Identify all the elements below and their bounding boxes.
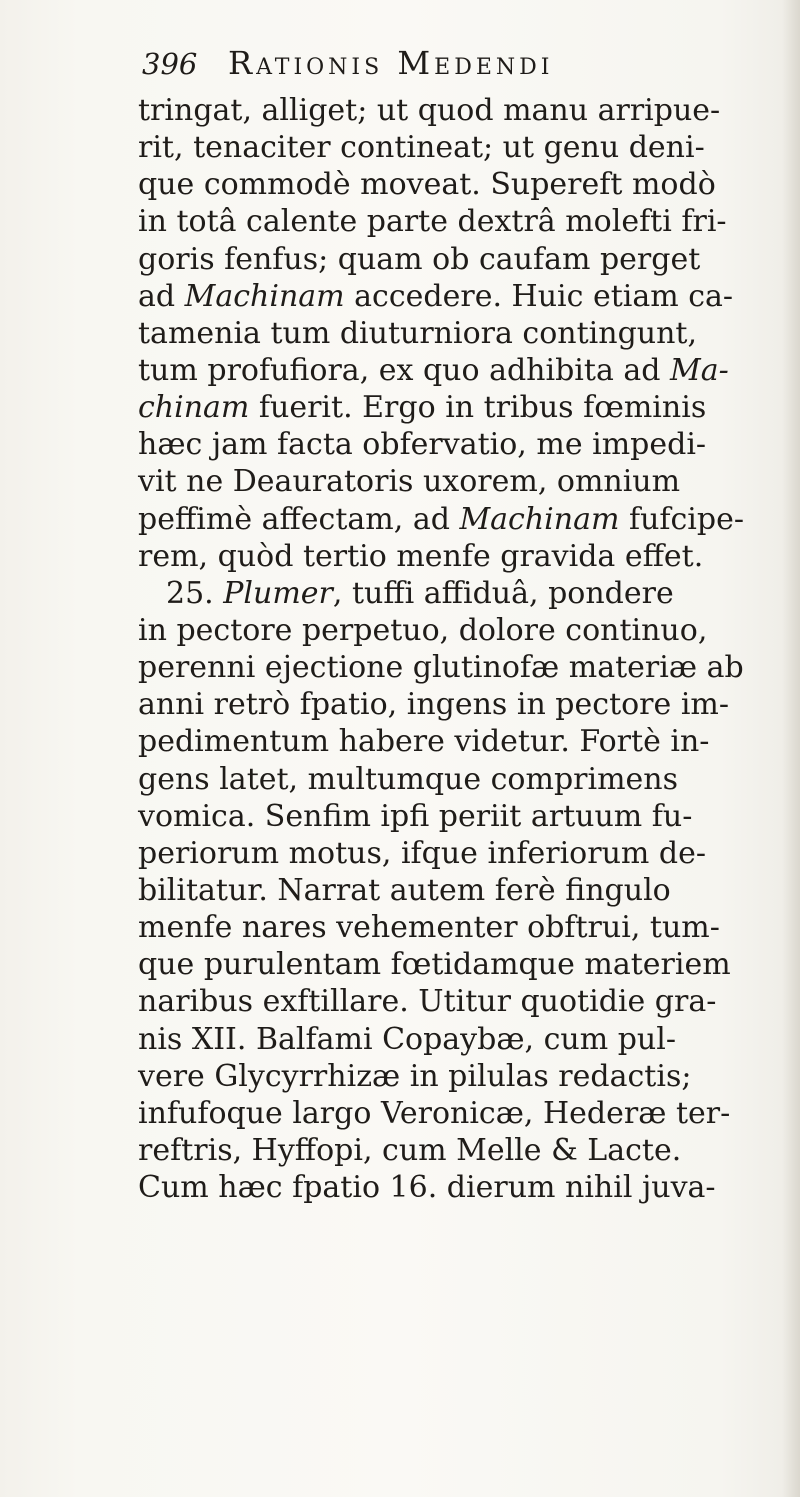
text-segment: vere Glycyrrhizæ in pilulas redactis;: [138, 1058, 692, 1094]
text-segment: goris fenfus; quam ob caufam perget: [138, 241, 701, 277]
text-segment: bilitatur. Narrat autem ferè fingulo: [138, 872, 671, 908]
text-segment: naribus exftillare. Utitur quotidie gra-: [138, 984, 717, 1020]
text-line: [138, 946, 788, 983]
text-segment: , tuffi affiduâ, pondere: [332, 575, 674, 611]
text-segment: fuerit. Ergo in tribus fœminis: [249, 390, 707, 426]
text-segment: tamenia tum diuturniora contingunt,: [138, 315, 698, 351]
text-segment: vit ne Deauratoris uxorem, omnium: [138, 464, 681, 500]
text-segment: Cum hæc fpatio 16. dierum nihil juva-: [138, 1170, 716, 1206]
text-line: [138, 92, 788, 129]
text-line: [138, 129, 788, 166]
text-line: [138, 1132, 788, 1169]
text-line: [138, 835, 788, 872]
text-segment: que purulentam fœtidamque materiem: [138, 947, 731, 983]
text-line: [138, 1021, 788, 1058]
text-line: [138, 761, 788, 798]
text-line: [138, 538, 788, 575]
text-line: [138, 983, 788, 1020]
text-segment: pedimentum habere videtur. Fortè in-: [138, 724, 710, 760]
page-number: 396: [142, 47, 198, 81]
text-line: [138, 426, 788, 463]
text-line: [138, 166, 788, 203]
text-segment: gens latet, multumque comprimens: [138, 761, 678, 797]
italic-term: chinam: [138, 390, 250, 426]
text-line: [138, 241, 788, 278]
page-edge-shadow: [782, 0, 800, 1497]
italic-term: Plumer: [223, 575, 333, 611]
page-header: [142, 44, 782, 88]
text-line: [138, 649, 788, 686]
text-line: [138, 909, 788, 946]
running-head: Rationis Medendi: [228, 44, 554, 82]
text-line: [138, 723, 788, 760]
text-segment: hæc jam facta obfervatio, me impedi-: [138, 427, 707, 463]
text-line: [138, 1095, 788, 1132]
text-line: [138, 389, 788, 426]
text-segment: 25.: [166, 575, 224, 611]
text-line: [138, 315, 788, 352]
italic-term: Machinam: [459, 501, 620, 537]
text-segment: menfe nares vehementer obftrui, tum-: [138, 910, 720, 946]
text-segment: fufcipe-: [619, 501, 744, 537]
text-segment: nis XII. Balfami Copaybæ, cum pul-: [138, 1021, 676, 1057]
text-segment: perenni ejectione glutinofæ materiæ ab: [138, 650, 744, 686]
text-line: [138, 612, 788, 649]
italic-term: Machinam: [184, 278, 345, 314]
text-line: [138, 1169, 788, 1206]
text-line: [138, 798, 788, 835]
text-segment: in pectore perpetuo, dolore continuo,: [138, 612, 708, 648]
text-line: [138, 1058, 788, 1095]
text-line: [138, 575, 788, 612]
text-segment: accedere. Huic etiam ca-: [344, 278, 734, 314]
text-segment: que commodè moveat. Supereft modò: [138, 167, 716, 203]
text-segment: infufoque largo Veronicæ, Hederæ ter-: [138, 1095, 731, 1131]
text-line: [138, 352, 788, 389]
text-segment: rit, tenaciter contineat; ut genu deni-: [138, 130, 705, 166]
italic-term: Ma-: [670, 352, 729, 388]
text-segment: peffimè affectam, ad: [138, 501, 460, 537]
text-segment: anni retrò fpatio, ingens in pectore im-: [138, 687, 729, 723]
text-line: [138, 872, 788, 909]
text-segment: ad: [138, 278, 185, 314]
text-line: [138, 501, 788, 538]
text-segment: reftris, Hyffopi, cum Melle & Lacte.: [138, 1132, 682, 1168]
text-line: [138, 203, 788, 240]
text-segment: tringat, alliget; ut quod manu arripue-: [138, 93, 721, 128]
text-segment: rem, quòd tertio menfe gravida effet.: [138, 538, 704, 574]
text-line: [138, 686, 788, 723]
body-text: [138, 92, 788, 1206]
text-segment: periorum motus, ifque inferiorum de-: [138, 835, 706, 871]
text-segment: in totâ calente parte dextrâ molefti fri-: [138, 204, 727, 240]
text-segment: tum profufiora, ex quo adhibita ad: [138, 352, 671, 388]
text-line: [138, 278, 788, 315]
text-segment: vomica. Senfim ipfi periit artuum fu-: [138, 798, 693, 834]
text-line: [138, 463, 788, 500]
